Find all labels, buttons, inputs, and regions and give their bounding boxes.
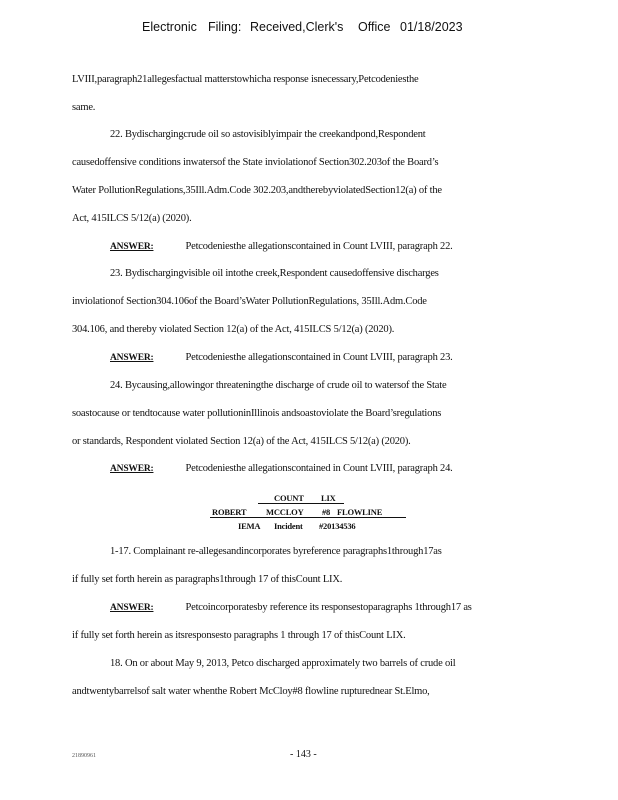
- text-line: inviolationof Section304.106of the Board’sWater PollutionRegulations, 35Ill.Adm.Code: [72, 296, 427, 307]
- text-line: Water PollutionRegulations,35Ill.Adm.Code 302.203,andtherebyviolatedSection12(a) of the: [72, 185, 442, 196]
- text-line: 304.106, and thereby violated Section 12(a) of the Act, 415ILCS 5/12(a) (2020).: [72, 324, 395, 335]
- header-office: Office: [358, 20, 391, 34]
- count-incident: Incident: [274, 521, 303, 531]
- count-robert: ROBERT: [212, 507, 247, 517]
- header-electronic: Electronic: [142, 20, 197, 34]
- count-flowline: FLOWLINE: [337, 507, 383, 517]
- text-line: if fully set forth herein as paragraphs1through 17 of thisCount LIX.: [72, 574, 343, 585]
- header-received-clerks: Received,Clerk's: [250, 20, 344, 34]
- text-line: Act, 415ILCS 5/12(a) (2020).: [72, 213, 192, 224]
- text-line: soastocause or tendtocause water pollutioninIllinois andsoastoviolate the Board’sregulations: [72, 408, 442, 419]
- text-line: 18. On or about May 9, 2013, Petco discharged approximately two barrels of crude oil: [110, 658, 456, 669]
- answer-paragraph: [110, 463, 453, 474]
- text-line: or standards, Respondent violated Section 12(a) of the Act, 415ILCS 5/12(a) (2020).: [72, 436, 411, 447]
- count-number: LIX: [321, 493, 336, 503]
- text-line: 23. Bydischargingvisible oil intothe creek,Respondent causedoffensive discharges: [110, 268, 439, 279]
- text-line: causedoffensive conditions inwatersof the State inviolationof Section302.203of the Board’s: [72, 157, 439, 168]
- answer-text: Petcodeniesthe allegationscontained in Count LVIII, paragraph 22.: [185, 241, 453, 252]
- text-line: 22. Bydischargingcrude oil so astovisiblyimpair the creekandpond,Respondent: [110, 129, 426, 140]
- text-line: if fully set forth herein as itsresponsesto paragraphs 1 through 17 of thisCount LIX.: [72, 630, 406, 641]
- count-incident-number: #20134536: [319, 521, 356, 531]
- answer-label: ANSWER:: [110, 464, 154, 474]
- answer-text: Petcodeniesthe allegationscontained in Count LVIII, paragraph 24.: [185, 463, 453, 474]
- answer-label: ANSWER:: [110, 242, 154, 252]
- answer-paragraph: [110, 602, 472, 613]
- count-underline: [258, 503, 344, 504]
- header-filing: Filing:: [208, 20, 242, 34]
- count-iema: IEMA: [238, 521, 261, 531]
- page-number: - 143 -: [290, 749, 317, 760]
- count-well-number: #8: [322, 507, 331, 517]
- count-mccloy: MCCLOY: [266, 507, 304, 517]
- text-line: same.: [72, 102, 96, 113]
- text-line: 24. Bycausing,allowingor threateningthe discharge of crude oil to watersof the State: [110, 380, 447, 391]
- answer-label: ANSWER:: [110, 603, 154, 613]
- text-line: andtwentybarrelsof salt water whenthe Robert McCloy#8 flowline rupturednear St.Elmo,: [72, 686, 430, 697]
- answer-paragraph: [110, 352, 453, 363]
- answer-text: Petcodeniesthe allegationscontained in Count LVIII, paragraph 23.: [185, 352, 453, 363]
- text-line: LVIII,paragraph21allegesfactual matterstowhicha response isnecessary,Petcodeniesthe: [72, 74, 419, 85]
- header-date: 01/18/2023: [400, 20, 463, 34]
- document-id: 21890961: [72, 753, 96, 759]
- count-label: COUNT: [274, 493, 304, 503]
- count-underline: [210, 517, 406, 518]
- answer-label: ANSWER:: [110, 353, 154, 363]
- answer-paragraph: [110, 241, 453, 252]
- answer-text: Petcoincorporatesby reference its responsestoparagraphs 1through17 as: [185, 602, 472, 613]
- text-line: 1-17. Complainant re-allegesandincorporates byreference paragraphs1through17as: [110, 546, 442, 557]
